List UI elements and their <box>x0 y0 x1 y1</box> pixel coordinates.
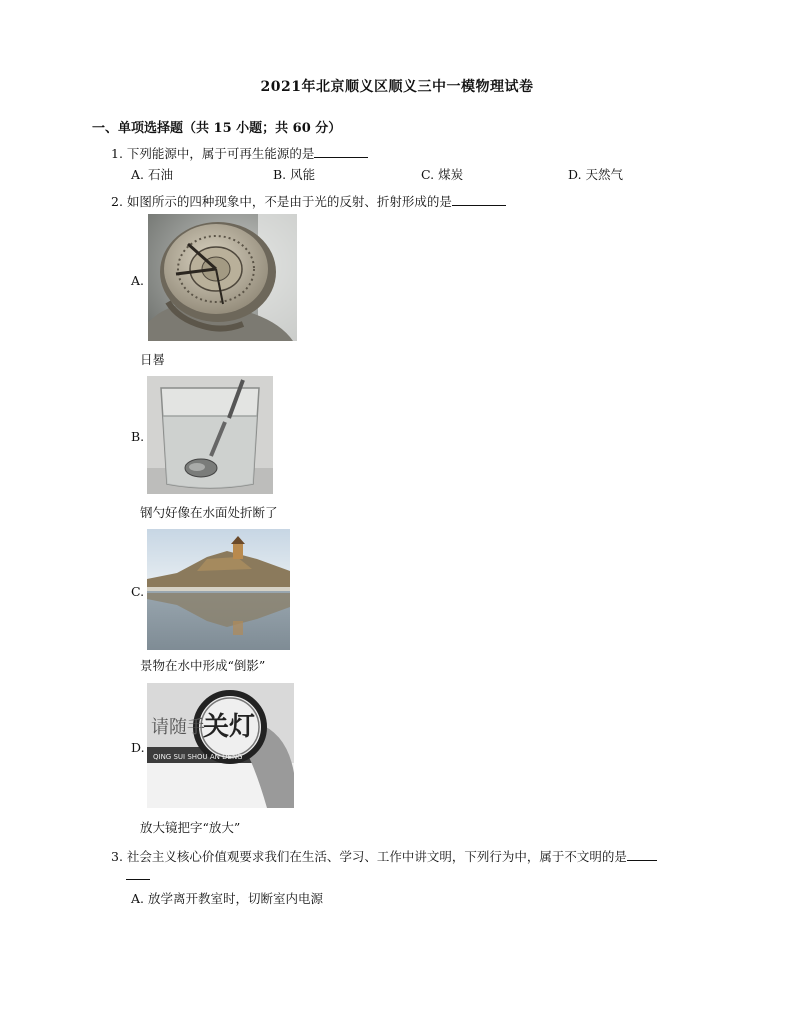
magnifier-photo <box>147 683 294 808</box>
answer-blank <box>627 848 657 861</box>
page-title: 2021年北京顺义区顺义三中一模物理试卷 <box>260 79 534 95</box>
question-1 <box>111 144 368 162</box>
magnifier-sign-text: 请随手 <box>151 717 205 738</box>
sundial-photo <box>148 214 297 341</box>
q2-option-b-letter: B. <box>131 429 145 444</box>
q2-option-c-caption: 景物在水中形成“倒影” <box>140 658 266 673</box>
q1-option-c: C. 煤炭 <box>421 167 464 182</box>
q1-option-d: D. 天然气 <box>568 167 624 182</box>
q2-option-a-caption: 日晷 <box>140 352 166 367</box>
question-3-stem: 3. 社会主义核心价值观要求我们在生活、学习、工作中讲文明，下列行为中，属于不文明的是 <box>111 849 627 864</box>
pinyin-text: QING SUI SHOU AN DENG <box>153 753 243 761</box>
question-3 <box>111 847 657 865</box>
q1-option-b: B. 风能 <box>273 167 316 182</box>
magnified-text: 关灯 <box>203 712 256 742</box>
answer-blank <box>452 193 506 206</box>
answer-blank <box>314 145 368 158</box>
question-2 <box>111 192 506 210</box>
q2-option-b-caption: 钢勺好像在水面处折断了 <box>140 505 278 520</box>
q3-option-a: A. 放学离开教室时，切断室内电源 <box>131 891 323 906</box>
q1-option-a: A. 石油 <box>131 167 173 182</box>
q2-option-a-letter: A. <box>131 273 145 288</box>
question-1-stem: 1. 下列能源中，属于可再生能源的是 <box>111 146 315 161</box>
answer-blank-continued <box>126 867 150 883</box>
section-heading: 一、单项选择题（共 15 小题；共 60 分） <box>92 121 342 136</box>
q2-option-d-letter: D. <box>131 740 145 755</box>
q2-option-c-letter: C. <box>131 584 145 599</box>
q2-option-d-caption: 放大镜把字“放大” <box>140 820 241 835</box>
question-2-stem: 2. 如图所示的四种现象中，不是由于光的反射、折射形成的是 <box>111 194 452 209</box>
reflection-photo <box>147 529 290 650</box>
spoon-in-glass-photo <box>147 376 273 494</box>
